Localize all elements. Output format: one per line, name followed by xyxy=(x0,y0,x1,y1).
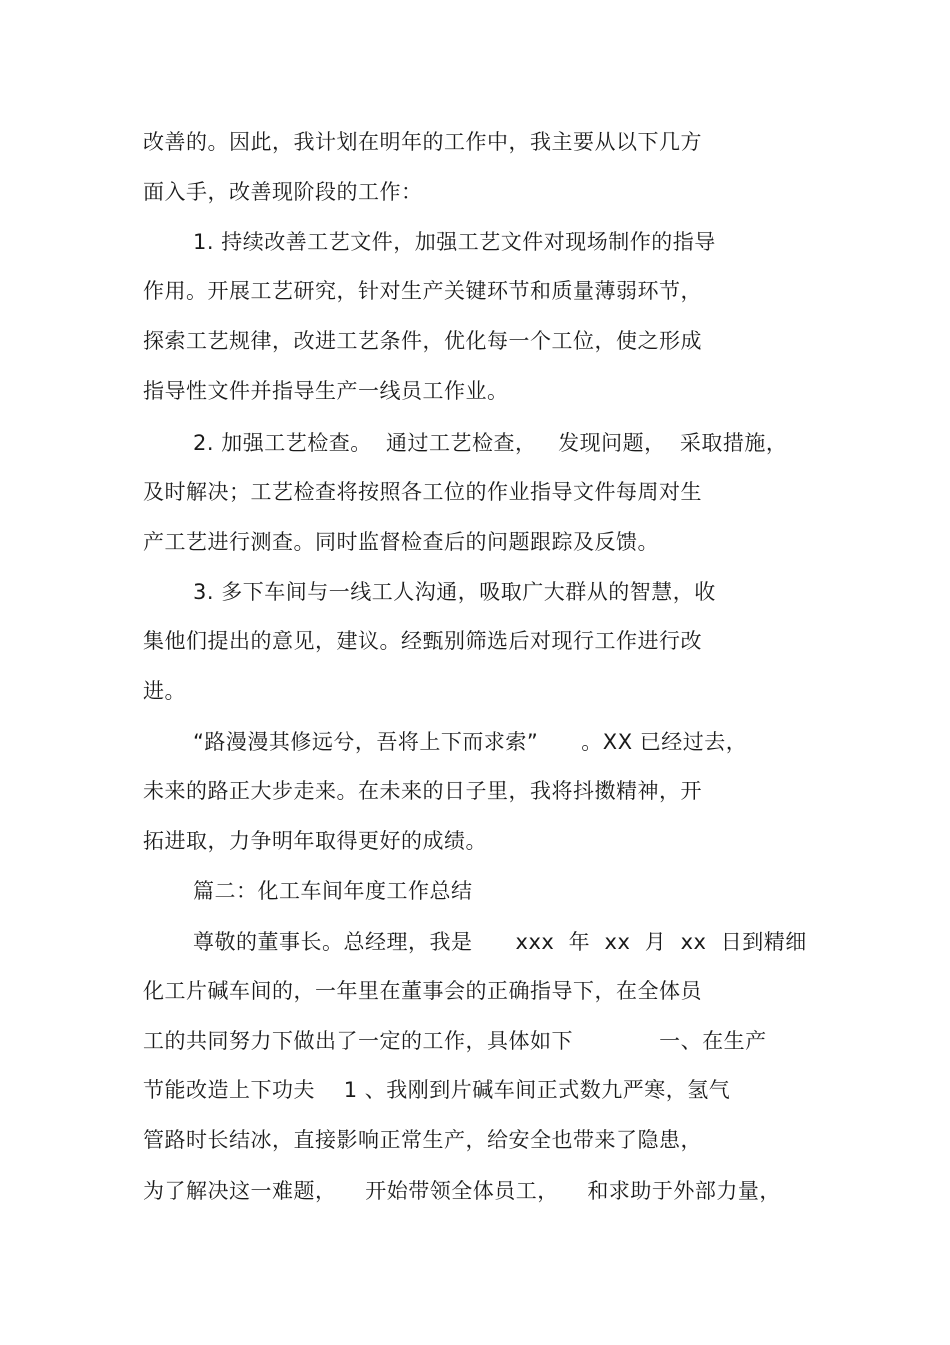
text-line: 进。 xyxy=(143,679,186,703)
text-line: 面入手，改善现阶段的工作： xyxy=(143,180,423,204)
text-line: 1. 持续改善工艺文件，加强工艺文件对现场制作的指导 xyxy=(193,230,716,254)
text-line: 指导性文件并指导生产一线员工作业。 xyxy=(143,379,509,403)
section-heading: 篇二：化工车间年度工作总结 xyxy=(193,879,473,903)
text-line: 产工艺进行测查。同时监督检查后的问题跟踪及反馈。 xyxy=(143,530,659,554)
text-line: 工的共同努力下做出了一定的工作，具体如下 一、在生产 xyxy=(143,1029,767,1053)
text-line: 3. 多下车间与一线工人沟通，吸取广大群从的智慧，收 xyxy=(193,580,716,604)
text-line: 未来的路正大步走来。在未来的日子里，我将抖擞精神，开 xyxy=(143,779,702,803)
text-line: 化工片碱车间的，一年里在董事会的正确指导下，在全体员 xyxy=(143,979,702,1003)
text-line: 节能改造上下功夫 1 、我刚到片碱车间正式数九严寒，氢气 xyxy=(143,1078,731,1102)
text-line: 为了解决这一难题， 开始带领全体员工， 和求助于外部力量， xyxy=(143,1179,781,1203)
text-line: 尊敬的董事长。总经理，我是 xxx 年 xx 月 xx 日到精细 xyxy=(193,930,807,954)
text-line: 作用。开展工艺研究，针对生产关键环节和质量薄弱环节， xyxy=(143,279,702,303)
text-line: “路漫漫其修远兮，吾将上下而求索” 。XX 已经过去， xyxy=(193,730,748,754)
text-line: 改善的。因此，我计划在明年的工作中，我主要从以下几方 xyxy=(143,130,702,154)
text-line: 2. 加强工艺检查。 通过工艺检查， 发现问题， 采取措施， xyxy=(193,431,788,455)
text-line: 管路时长结冰，直接影响正常生产，给安全也带来了隐患， xyxy=(143,1128,702,1152)
text-line: 探索工艺规律，改进工艺条件，优化每一个工位，使之形成 xyxy=(143,329,702,353)
text-line: 集他们提出的意见，建议。经甄别筛选后对现行工作进行改 xyxy=(143,629,702,653)
text-line: 拓进取，力争明年取得更好的成绩。 xyxy=(143,829,487,853)
text-line: 及时解决；工艺检查将按照各工位的作业指导文件每周对生 xyxy=(143,480,702,504)
